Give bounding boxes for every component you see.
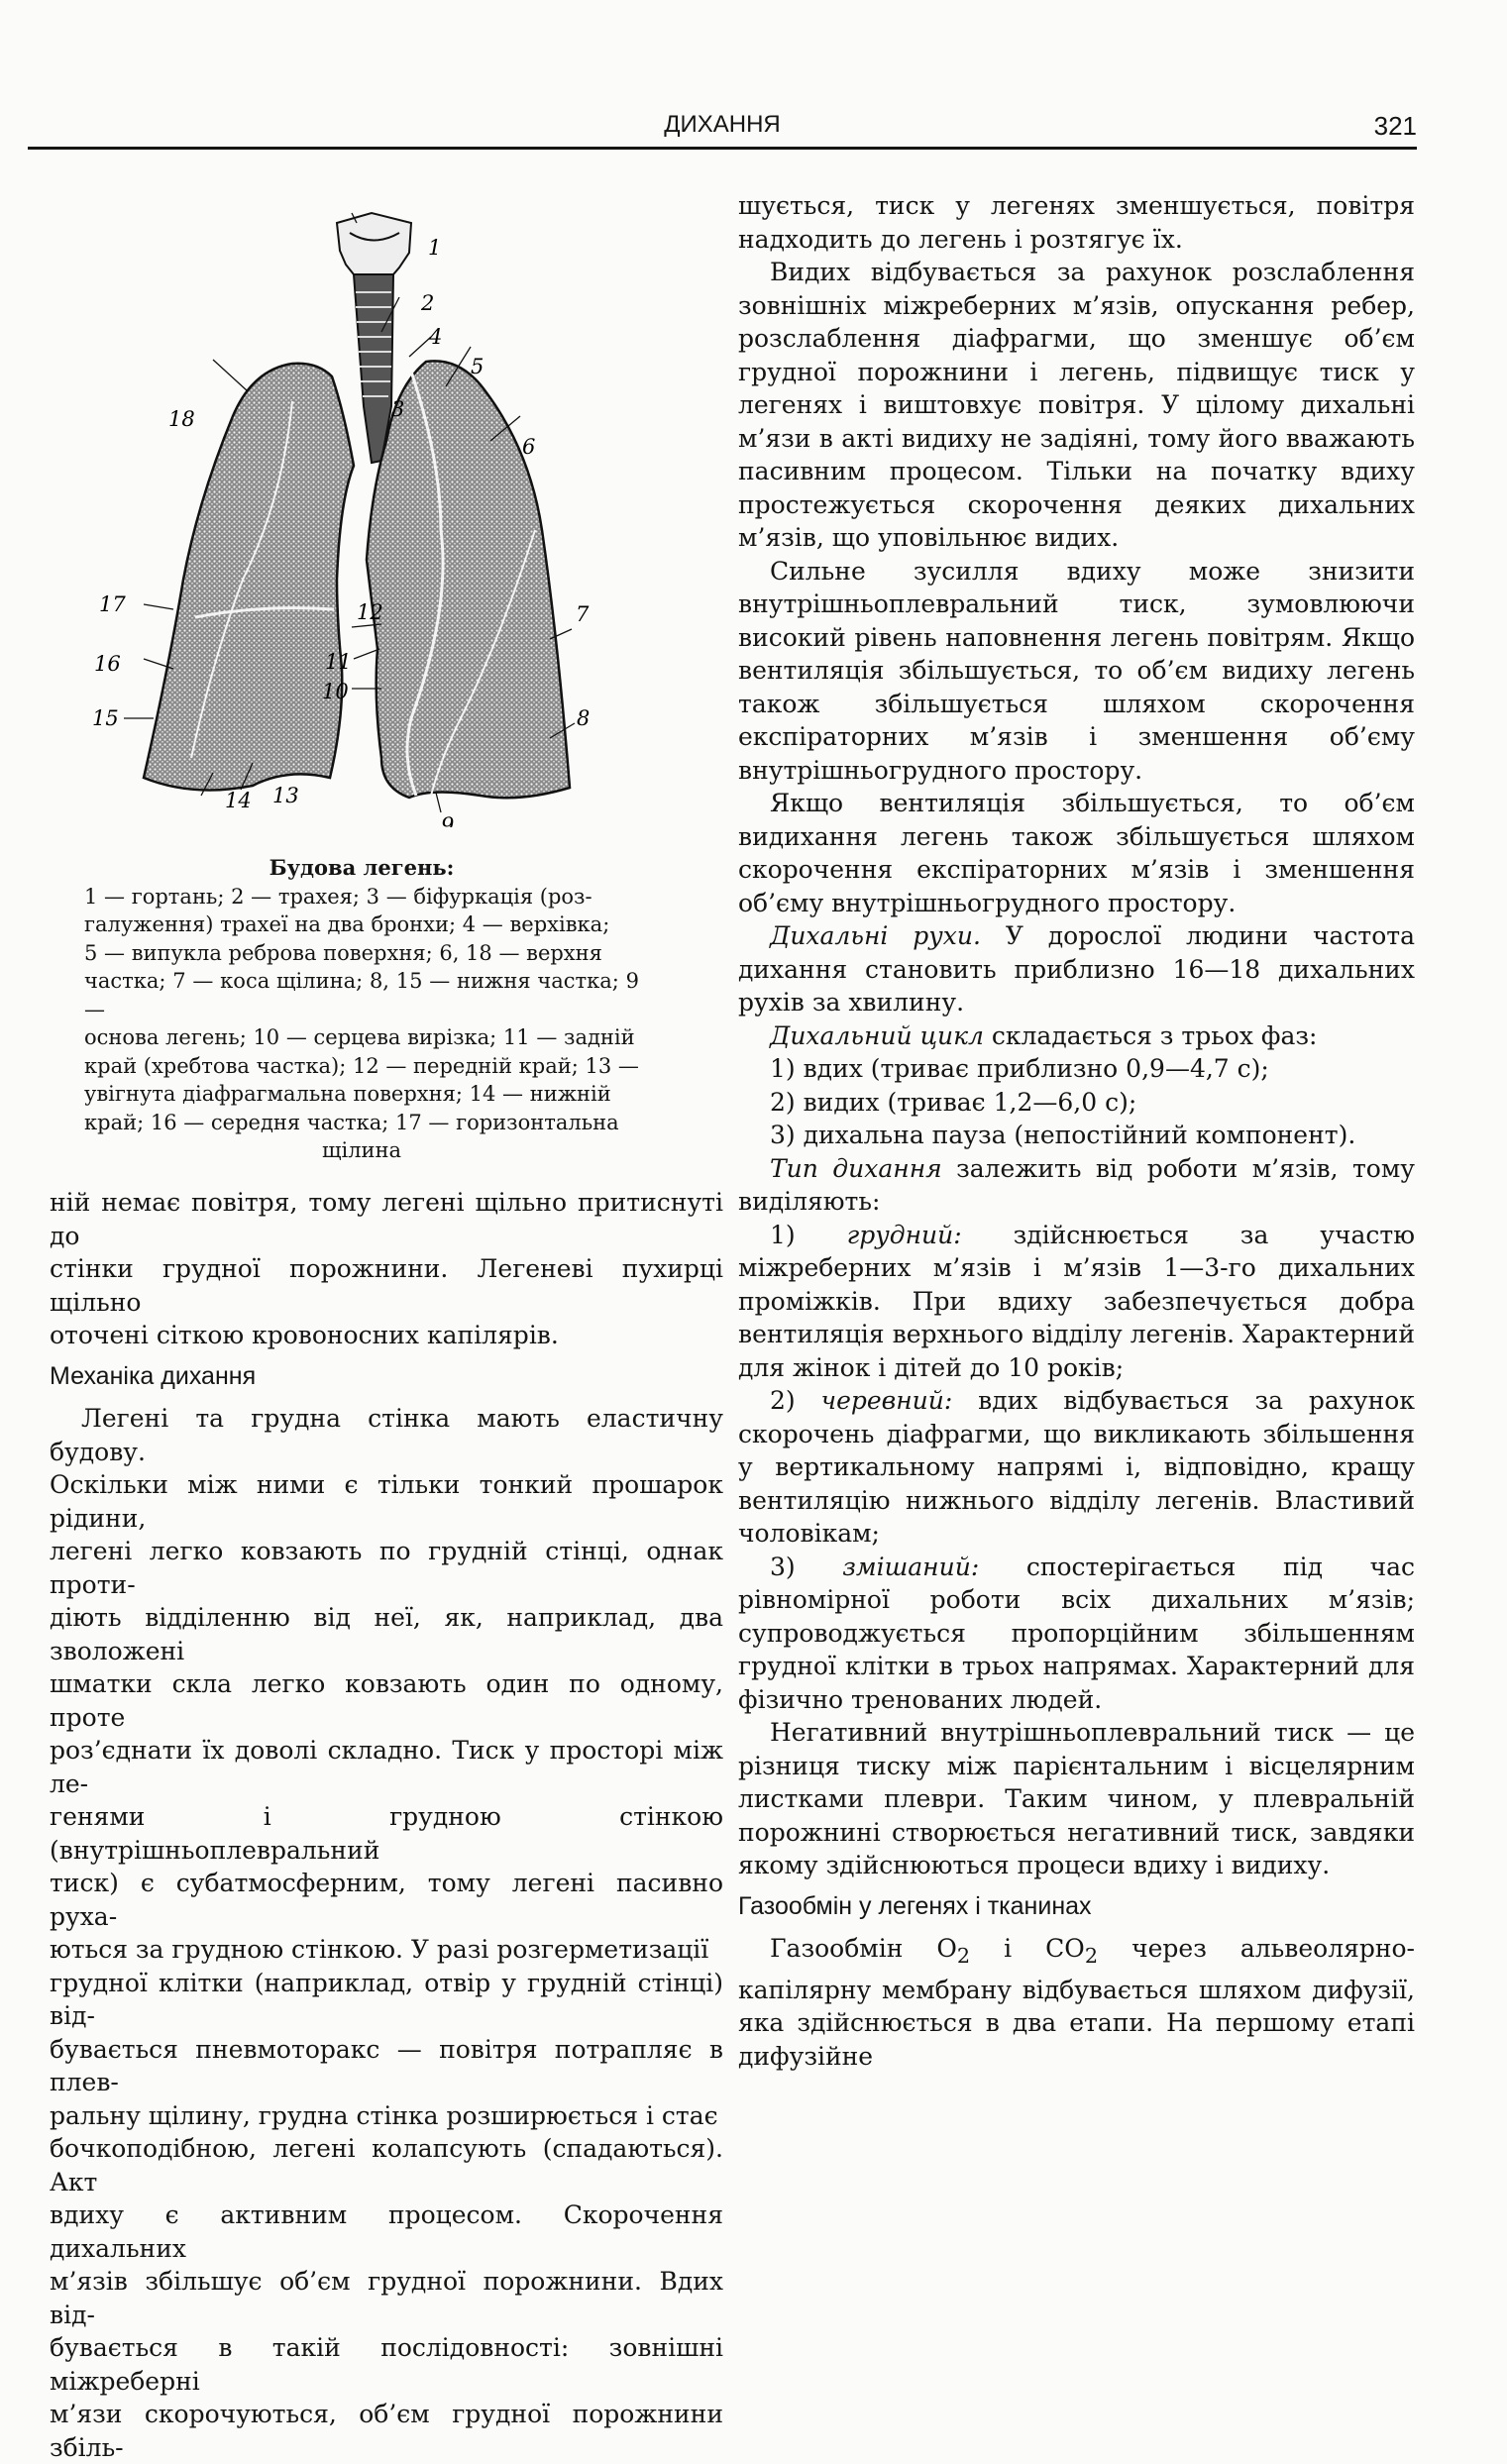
- list-item: 1) вдих (триває приблизно 0,9—4,7 с);: [770, 1054, 1269, 1083]
- label-7: 7: [576, 602, 590, 626]
- caption-line: край (хребтова частка); 12 — передній край; 13 —: [84, 1053, 639, 1078]
- label-14: 14: [225, 789, 252, 812]
- paragraph: Дихальні рухи. У дорослої людини частота дихання становить приблизно 16—18 дихальних рухів за хвилину.: [738, 921, 1415, 1017]
- text-line: тиск) є субатмосферним, тому легені пасивно руха-: [50, 1869, 723, 1931]
- text-line: вдиху є активним процесом. Скорочення дихальних: [50, 2200, 723, 2263]
- term: Дихальні рухи.: [770, 921, 981, 950]
- paragraph: Газообмін $O_2$ і $CO_2$ через альвеолярно-капілярну мембрану відбувається шляхом дифузії, яка здійснюється в два етапи. На першому етапі дифузійне: [738, 1934, 1416, 2071]
- page-number: 321: [1373, 111, 1417, 141]
- label-5: 5: [471, 355, 484, 378]
- label-1: 1: [428, 236, 442, 260]
- list-item: 2) видих (триває 1,2—6,0 с);: [770, 1087, 1137, 1117]
- label-16: 16: [94, 652, 121, 676]
- caption-line: увігнута діафрагмальна поверхня; 14 — нижній: [84, 1082, 611, 1106]
- label-17: 17: [99, 592, 126, 616]
- paragraph: шується, тиск у легенях зменшується, повітря надходить до легень і розтягує їх.: [738, 191, 1415, 254]
- text-line: бочкоподібною, легені колапсують (спадаються). Акт: [50, 2134, 723, 2196]
- text-line: діють відділенню від неї, як, наприклад, два зволожені: [50, 1603, 723, 1665]
- paragraph: Негативний внутрішньоплевральний тиск — це різниця тиску між парієнтальним і вісцелярним листками плеври. Таким чином, у плевральній порожнині створюється негативний тиск, завдяки якому здійснюються процеси вдиху і видиху.: [738, 1718, 1415, 1879]
- label-8: 8: [577, 706, 591, 730]
- term: Тип дихання: [770, 1153, 942, 1183]
- paragraph: Дихальний цикл складається з трьох фаз:: [770, 1020, 1318, 1050]
- page-header: [28, 111, 1417, 150]
- term: грудний:: [846, 1220, 962, 1249]
- lungs-figure: [84, 203, 639, 827]
- label-12: 12: [357, 600, 383, 624]
- text-line: бувається в такій послідовності: зовнішні міжреберні: [50, 2333, 723, 2396]
- caption-line: 5 — випукла реброва поверхня; 6, 18 — верхня: [84, 940, 602, 965]
- text-line: стінки грудної порожнини. Легеневі пухирці щільно: [50, 1254, 723, 1317]
- paragraph: Якщо вентиляція збільшується, то об’єм видихання легень також збільшується шляхом скорочення експіраторних м’язів і зменшення об’єму внутрішньогрудного простору.: [738, 789, 1415, 917]
- caption-line: 1 — гортань; 2 — трахея; 3 — біфуркація (роз-: [84, 884, 592, 909]
- label-11: 11: [325, 650, 352, 674]
- list-item: 3) дихальна пауза (непостійний компонент).: [770, 1121, 1356, 1149]
- caption-line: щілина: [321, 1138, 402, 1162]
- text-line: бувається пневмоторакс — повітря потрапляє в плев-: [50, 2034, 723, 2096]
- text-line: Оскільки між ними є тільки тонкий прошарок рідини,: [50, 1470, 723, 1533]
- section-heading-mechanics: Механіка дихання: [50, 1361, 257, 1390]
- label-10: 10: [322, 680, 349, 703]
- label-6: 6: [522, 435, 536, 459]
- caption-line: галуження) трахеї на два бронхи; 4 — верхівка;: [84, 912, 610, 936]
- label-13: 13: [272, 784, 299, 807]
- left-lung-shape: [367, 361, 570, 798]
- list-item: 1) грудний: здійснюється за участю міжреберних м’язів і м’язів 1—3-го дихальних проміжків. При вдиху забезпечується добра вентиляція верхнього відділу легенів. Характерний для жінок і дітей до 10 років;: [738, 1220, 1416, 1382]
- paragraph: Видих відбувається за рахунок розслаблення зовнішніх міжреберних м’язів, опускання ребер, розслаблення діафрагми, що зменшує об’єм грудної порожнини і легень, підвищує тиск у легенях і виштовхує повітря. У цілому дихальні м’язи в акті видиху не задіяні, тому його вважають пасивним процесом. Тільки на початку вдиху простежується скорочення деяких дихальних м’язів, що уповільнює видих.: [738, 258, 1415, 552]
- text-line: м’язів збільшує об’єм грудної порожнини. Вдих від-: [50, 2267, 723, 2329]
- text-line: легені легко ковзають по грудній стінці, однак проти-: [50, 1537, 723, 1599]
- text-line: ються за грудною стінкою. У разі розгерметизації: [50, 1935, 709, 1964]
- paragraph: Тип дихання залежить від роботи м’язів, тому виділяють:: [738, 1153, 1415, 1216]
- caption-line: край; 16 — середня частка; 17 — горизонтальна: [84, 1110, 619, 1134]
- paragraph: Сильне зусилля вдиху може знизити внутрішньоплевральний тиск, зумовлюючи високий рівень наповнення легень повітрям. Якщо вентиляція збільшується, то об’єм видиху легень також збільшується шляхом скорочення експіраторних м’язів і зменшення об’єму внутрішньогрудного простору.: [738, 556, 1415, 785]
- text-line: шматки скла легко ковзають один по одному, проте: [50, 1669, 723, 1732]
- larynx-shape: [337, 213, 411, 274]
- text-line: Легені та грудна стінка мають еластичну будову.: [50, 1404, 723, 1466]
- caption-line: частка; 7 — коса щілина; 8, 15 — нижня частка; 9 —: [84, 969, 639, 1021]
- text-line: роз’єднати їх доволі складно. Тиск у просторі між ле-: [50, 1736, 723, 1798]
- label-4: 4: [429, 325, 443, 349]
- text-line: оточені сіткою кровоносних капілярів.: [50, 1321, 559, 1349]
- caption-line: основа легень; 10 — серцева вирізка; 11 — задній: [84, 1025, 635, 1049]
- right-column: [738, 189, 1415, 2073]
- running-title: ДИХАННЯ: [664, 111, 781, 138]
- text-line: ральну щілину, грудна стінка розширюється і стає: [50, 2100, 718, 2130]
- section-heading-gas-exchange: Газообмін у легенях і тканинах: [738, 1891, 1092, 1920]
- list-item: 3) змішаний: спостерігається під час рівномірної роботи всіх дихальних м’язів; супроводжується пропорційним збільшенням грудної клітки в трьох напрямах. Характерний для фізично тренованих людей.: [738, 1552, 1416, 1714]
- label-15: 15: [92, 706, 119, 730]
- lungs-diagram: [84, 203, 639, 827]
- text-line: ній немає повітря, тому легені щільно притиснуті до: [50, 1188, 723, 1250]
- caption-title: Будова легень:: [269, 855, 455, 880]
- label-18: 18: [168, 407, 195, 431]
- label-3: 3: [391, 397, 405, 421]
- left-column: [50, 1186, 723, 2464]
- text-line: грудної клітки (наприклад, отвір у грудній стінці) від-: [50, 1968, 723, 2030]
- label-9: 9: [441, 813, 455, 827]
- text-line: м’язи скорочуються, об’єм грудної порожнини збіль-: [50, 2400, 723, 2462]
- term: змішаний:: [842, 1552, 980, 1581]
- figure-caption: [84, 854, 639, 1165]
- text-line: генями і грудною стінкою (внутрішньоплевральний: [50, 1802, 723, 1865]
- term: черевний:: [820, 1386, 953, 1415]
- term: Дихальний цикл: [770, 1020, 984, 1050]
- label-2: 2: [421, 291, 435, 315]
- list-item: 2) черевний: вдих відбувається за рахунок скорочень діафрагми, що викликають збільшення у вертикальному напрямі і, відповідно, кращу вентиляцію нижнього відділу легенів. Властивий чоловікам;: [738, 1386, 1415, 1548]
